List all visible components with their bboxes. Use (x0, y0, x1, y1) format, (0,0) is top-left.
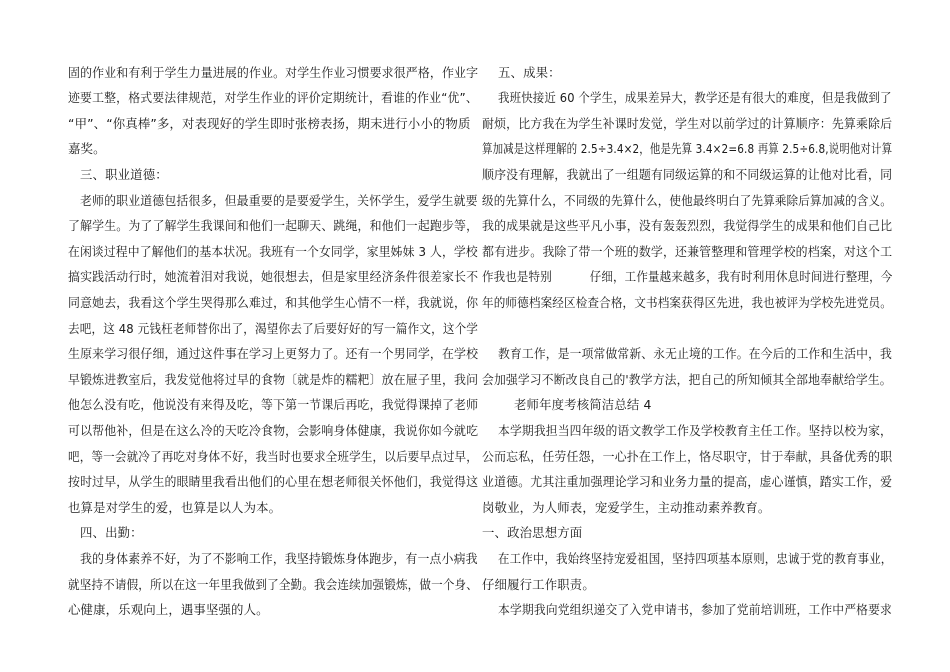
paragraph-line: 业道德。尤其注重加强理论学习和业务力量的提高，虚心谨慎，踏实工作，爱 (482, 474, 893, 489)
paragraph-line: 本学期我向党组织递交了入党申请书，参加了党前培训班，工作中严格要求 (498, 602, 892, 617)
paragraph-line: 我的身体素养不好，为了不影响工作，我坚持锻炼身体跑步，有一点小病我 (80, 551, 478, 566)
paragraph-line: 也算是对学生的爱，也算是以人为本。 (68, 500, 282, 515)
paragraph-line: 心健康，乐观向上，遇事坚强的人。 (68, 602, 269, 617)
paragraph-line: 迹要工整，格式要法律规范，对学生作业的评价定期统计，看谁的作业“优”、 (68, 90, 478, 105)
paragraph-line: 就坚持不请假，所以在这一年里我做到了全勤。我会连续加强锻炼，做一个身、 (68, 577, 478, 592)
paragraph-line: 去吧，这 48 元钱枉老师替你出了，渴望你去了后要好好的写一篇作文，这个学 (68, 321, 479, 336)
paragraph-line: 岗敬业，为人师表，宠爱学生，主动推动素养教育。 (482, 500, 771, 515)
paragraph-line: 嘉奖。 (68, 141, 106, 156)
paragraph-line: 公而忘私，任劳任怨，一心扑在工作上，恪尽职守，甘于奉献，具备优秀的职 (482, 449, 893, 464)
paragraph-line: 教育工作，是一项常做常新、永无止境的工作。在今后的工作和生活中，我 (498, 346, 892, 361)
paragraph-line: “甲”、“你真棒”多，对表现好的学生即时张榜表扬，期末进行小小的物质 (68, 116, 471, 131)
paragraph-line: 顺序没有理解，我就出了一组题有同级运算的和不同级运算的让他对比看，同 (482, 167, 893, 182)
paragraph-line: 吧，等一会就冷了再吃对身体不好，我当时也要求全班学生，以后要早点过早， (68, 449, 478, 464)
section-heading: 一、政治思想方面 (482, 525, 583, 540)
paragraph-line: 早锻炼进教室后，我发觉他将过早的食物〔就是炸的糯粑〕放在屉子里，我问 (68, 372, 479, 387)
paragraph-line: 我班快接近 60 个学生，成果差异大，教学还是有很大的难度，但是我做到了 (498, 90, 892, 105)
paragraph-line: 他怎么没有吃，他说没有来得及吃，等下第一节课后再吃，我觉得课掉了老师 (68, 397, 479, 412)
paragraph-line: 本学期我担当四年级的语文教学工作及学校教育主任工作。坚持以校为家， (498, 423, 892, 438)
paragraph-line: 算加减是这样理解的 2.5÷3.4×2，他是先算 3.4×2=6.8 再算 2.5÷6.8,说明他对计算 (482, 141, 893, 156)
paragraph-line: 可以帮他补，但是在这么冷的天吃冷食物，会影响身体健康，我说你如今就吃 (68, 423, 479, 438)
paragraph-line: 按时过早，从学生的眼睛里我看出他们的心里在想老师很关怀他们，我觉得这 (68, 474, 479, 489)
paragraph-line: 在闲谈过程中了解他们的基本状况。我班有一个女同学，家里姊妹 3 人，学校 (68, 244, 478, 259)
paragraph-line: 仔细履行工作职责。 (482, 577, 595, 592)
paragraph-line: 生原来学习很仔细，通过这件事在学习上更努力了。还有一个男同学，在学校 (68, 346, 479, 361)
paragraph-line: 年的师德档案经区检查合格，文书档案获得区先进，我也被评为学校先进党员。 (482, 295, 892, 310)
paragraph-line: 耐烦，比方我在为学生补课时发觉，学生对以前学过的计算顺序：先算乘除后 (482, 116, 893, 131)
paragraph-line: 级的先算什么，不同级的先算什么，使他最终明白了先算乘除后算加减的含义。 (482, 193, 892, 208)
paragraph-line: 搞实践活动行时，她流着泪对我说，她很想去，但是家里经济条件很差家长不 (68, 269, 479, 284)
section-heading: 五、成果： (498, 65, 561, 80)
section-heading: 三、职业道德： (80, 167, 168, 182)
paragraph-line: 都有进步。我除了带一个班的数学，还兼管整理和管理学校的档案，对这个工 (482, 244, 893, 259)
paragraph-line: 同意她去，我看这个学生哭得那么难过，和其他学生心情不一样，我就说，你 (68, 295, 479, 310)
paragraph-line: 了解学生。为了了解学生我课间和他们一起聊天、跳绳，和他们一起跑步等， (68, 218, 479, 233)
paragraph-line: 在工作中，我始终坚持宠爱祖国，坚持四项基本原则，忠诚于党的教育事业， (498, 551, 893, 566)
paragraph-line: 作我也是特别 仔细，工作量越来越多，我有时利用休息时间进行整理，今 (482, 269, 893, 284)
paragraph-line: 会加强学习不断改良自己的'教学方法，把自己的所知倾其全部地奉献给学生。 (482, 372, 892, 387)
paragraph-line: 老师的职业道德包括很多，但最重要的是要爱学生，关怀学生，爱学生就要 (80, 193, 478, 208)
section-heading: 四、出勤： (80, 525, 143, 540)
document-subtitle: 老师年度考核简洁总结 4 (514, 397, 652, 412)
paragraph-line: 固的作业和有利于学生力量进展的作业。对学生作业习惯要求很严格，作业字 (68, 65, 479, 80)
paragraph-line: 我的成果就是这些平凡小事，没有轰轰烈烈，我觉得学生的成果和他们自己比 (482, 218, 893, 233)
